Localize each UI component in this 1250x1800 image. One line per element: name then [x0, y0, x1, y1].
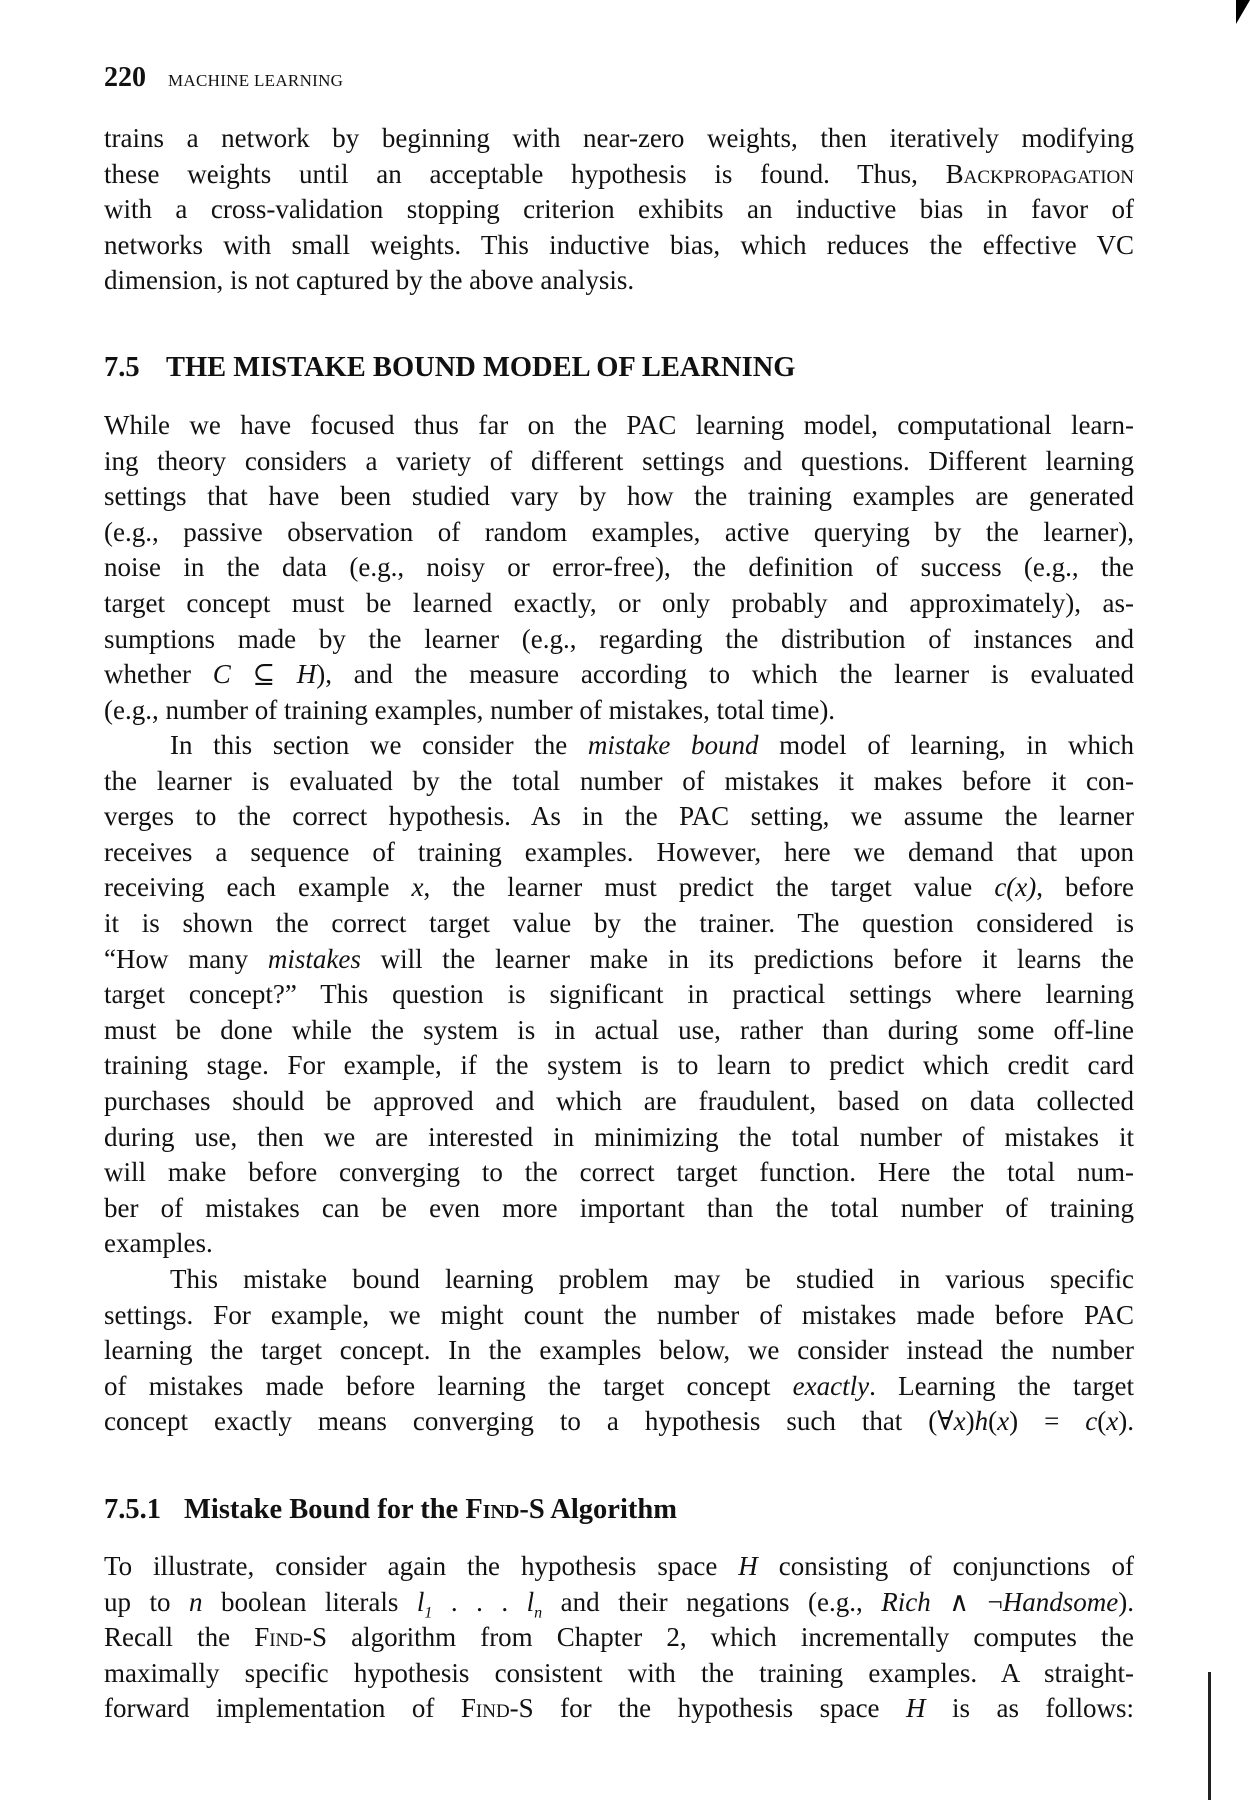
- italic-text: c(x): [994, 872, 1037, 903]
- italic-text: x: [953, 1406, 966, 1437]
- subscript: n: [534, 1603, 543, 1621]
- text-line: [104, 408, 1134, 444]
- text-run: dimension, is not captured by the above analysis.: [104, 265, 635, 296]
- text-run: To illustrate, consider again the hypothesis space: [104, 1551, 739, 1581]
- text-line: [104, 1262, 1134, 1298]
- text-run: learning the target concept. In the examples below, we consider instead the number: [104, 1335, 1134, 1366]
- text-line: [104, 1084, 1134, 1120]
- text-line: [104, 121, 1134, 157]
- subsection-title-algo: Find-S: [465, 1494, 545, 1525]
- text-run: receives a sequence of training examples. However, here we demand that upon: [104, 836, 1134, 867]
- text-line: [104, 1656, 1134, 1692]
- text-run: will make before converging to the correct target function. Here the total num-: [104, 1157, 1134, 1188]
- text-run: settings. For example, we might count the number of mistakes made before PAC: [104, 1299, 1134, 1330]
- text-line: [104, 192, 1134, 228]
- text-line: [104, 157, 1134, 193]
- text-run: trains a network by beginning with near-zero weights, then iteratively modifying: [104, 123, 1134, 153]
- text-run: (: [1097, 1406, 1107, 1437]
- italic-text: h: [974, 1406, 989, 1437]
- text-run: receiving each example: [104, 872, 412, 903]
- text-run: and their negations (e.g.,: [542, 1586, 882, 1617]
- paragraph: [104, 1549, 1134, 1727]
- page-number: 220: [104, 62, 146, 93]
- paragraph: [104, 728, 1134, 1262]
- text-line: [104, 228, 1134, 264]
- italic-text: n: [188, 1586, 203, 1617]
- text-run: , the learner must predict the target value: [423, 872, 995, 903]
- text-run: noise in the data (e.g., noisy or error-free), the definition of success (e.g., the: [104, 552, 1134, 583]
- text-line: [104, 263, 1134, 299]
- text-run: forward implementation of: [104, 1693, 461, 1724]
- text-run: whether: [104, 659, 213, 690]
- text-line: [104, 942, 1134, 978]
- italic-text: x: [997, 1406, 1010, 1437]
- text-line: [104, 1369, 1134, 1405]
- text-line: [104, 1404, 1134, 1440]
- section-number: 7.5: [104, 352, 140, 383]
- text-run: algorithm from Chapter 2, which incrementally computes the: [326, 1622, 1134, 1653]
- text-run: these weights until an acceptable hypothesis is found. Thus,: [104, 158, 946, 189]
- subsection-title-prefix: Mistake Bound for the: [184, 1494, 466, 1525]
- italic-text: Handsome: [1002, 1586, 1119, 1617]
- paragraph: [104, 121, 1134, 299]
- text-run: examples.: [104, 1228, 213, 1259]
- text-run: Recall the: [104, 1622, 255, 1653]
- text-run: purchases should be approved and which are fraudulent, based on data collected: [104, 1085, 1134, 1116]
- text-run: with a cross-validation stopping criterion exhibits an inductive bias in favor of: [104, 194, 1134, 225]
- text-run: ).: [1118, 1586, 1134, 1617]
- text-run: While we have focused thus far on the PAC learning model, computational learn-: [104, 410, 1134, 440]
- text-run: it is shown the correct target value by the trainer. The question considered is: [104, 907, 1134, 938]
- text-run: boolean literals: [202, 1586, 417, 1617]
- text-run: . . .: [432, 1586, 527, 1617]
- text-line: [104, 799, 1134, 835]
- text-line: [104, 515, 1134, 551]
- subscript: 1: [424, 1603, 433, 1621]
- text-line: [104, 1226, 1134, 1262]
- italic-text: x: [411, 872, 424, 903]
- italic-text: H: [296, 659, 317, 690]
- text-line: [104, 728, 1134, 764]
- text-run: model of learning, in which: [758, 730, 1134, 760]
- small-caps-text: Find-S: [460, 1693, 534, 1724]
- text-run: training stage. For example, if the system is to learn to predict which credit card: [104, 1050, 1134, 1081]
- italic-text: C: [212, 659, 231, 690]
- italic-text: c: [1085, 1406, 1098, 1437]
- text-line: [104, 444, 1134, 480]
- text-line: [104, 586, 1134, 622]
- text-run: the learner is evaluated by the total number of mistakes it makes before it con-: [104, 765, 1134, 796]
- scan-corner-mark: [1236, 0, 1250, 24]
- text-run: networks with small weights. This inductive bias, which reduces the effective VC: [104, 229, 1134, 260]
- text-run: during use, then we are interested in minimizing the total number of mistakes it: [104, 1121, 1134, 1152]
- text-run: target concept?” This question is significant in practical settings where learning: [104, 979, 1134, 1010]
- text-line: [104, 1048, 1134, 1084]
- scan-edge-line: [1208, 1672, 1211, 1800]
- text-run: ∧ ¬: [930, 1586, 1003, 1617]
- text-run: for the hypothesis space: [533, 1693, 907, 1724]
- text-line: [104, 1549, 1134, 1585]
- text-run: maximally specific hypothesis consistent with the training examples. A straight-: [104, 1657, 1134, 1688]
- running-title: MACHINE LEARNING: [168, 71, 344, 90]
- text-line: [104, 1691, 1134, 1727]
- text-run: ): [965, 1406, 975, 1437]
- small-caps-text: Find-S: [254, 1622, 327, 1653]
- text-line: [104, 1620, 1134, 1656]
- text-run: ).: [1118, 1406, 1135, 1437]
- subsection-title-suffix: Algorithm: [544, 1494, 677, 1525]
- subsection-heading: [104, 1494, 677, 1526]
- text-run: target concept must be learned exactly, or only probably and approximately), as-: [104, 587, 1134, 618]
- text-run: up to: [104, 1586, 189, 1617]
- text-line: [104, 1298, 1134, 1334]
- text-run: ) =: [1009, 1406, 1086, 1437]
- text-run: ⊆: [230, 659, 297, 690]
- text-run: , before: [1036, 872, 1135, 903]
- text-run: verges to the correct hypothesis. As in the PAC setting, we assume the learner: [104, 801, 1134, 832]
- text-run: ber of mistakes can be even more important than the total number of training: [104, 1192, 1134, 1223]
- text-line: [104, 870, 1134, 906]
- italic-text: H: [906, 1693, 926, 1724]
- text-run: (: [988, 1406, 998, 1437]
- paragraph: [104, 408, 1134, 728]
- section-heading: [104, 352, 795, 384]
- section-title: THE MISTAKE BOUND MODEL OF LEARNING: [166, 352, 796, 383]
- text-run: “How many: [104, 943, 268, 974]
- text-run: concept exactly means converging to a hypothesis such that (∀: [104, 1406, 954, 1437]
- text-line: [104, 657, 1134, 693]
- italic-text: l: [526, 1586, 535, 1617]
- italic-text: exactly: [792, 1370, 870, 1401]
- subsection-number: 7.5.1: [104, 1494, 161, 1525]
- text-line: [104, 1013, 1134, 1049]
- running-header: [104, 62, 343, 94]
- italic-text: mistake bound: [587, 730, 759, 760]
- text-line: [104, 1155, 1134, 1191]
- text-run: is as follows:: [925, 1693, 1134, 1724]
- text-line: [104, 764, 1134, 800]
- italic-text: Rich: [881, 1586, 931, 1617]
- text-line: [104, 479, 1134, 515]
- text-line: [104, 550, 1134, 586]
- text-run: ), and the measure according to which the learner is evaluated: [316, 659, 1134, 690]
- text-run: (e.g., passive observation of random examples, active querying by the learner),: [104, 516, 1134, 547]
- italic-text: H: [738, 1551, 758, 1581]
- paragraph: [104, 1262, 1134, 1440]
- text-line: [104, 977, 1134, 1013]
- italic-text: mistakes: [267, 943, 361, 974]
- text-run: will the learner make in its predictions before it learns the: [360, 943, 1134, 974]
- text-run: consisting of conjunctions of: [757, 1551, 1134, 1581]
- text-run: This mistake bound learning problem may be studied in various specific: [170, 1264, 1134, 1294]
- text-run: settings that have been studied vary by how the training examples are generated: [104, 481, 1134, 512]
- text-line: [104, 906, 1134, 942]
- text-run: sumptions made by the learner (e.g., regarding the distribution of instances and: [104, 623, 1134, 654]
- text-line: [104, 1191, 1134, 1227]
- small-caps-text: Backpropagation: [945, 158, 1134, 189]
- text-line: [104, 1585, 1134, 1621]
- text-run: must be done while the system is in actual use, rather than during some off-line: [104, 1014, 1134, 1045]
- text-run: of mistakes made before learning the target concept: [104, 1370, 793, 1401]
- text-run: (e.g., number of training examples, number of mistakes, total time).: [104, 694, 836, 725]
- text-line: [104, 835, 1134, 871]
- text-line: [104, 693, 1134, 729]
- text-run: In this section we consider the: [170, 730, 588, 760]
- text-line: [104, 622, 1134, 658]
- italic-text: x: [1106, 1406, 1119, 1437]
- italic-text: l: [416, 1586, 425, 1617]
- text-run: ing theory considers a variety of different settings and questions. Different learning: [104, 445, 1134, 476]
- text-run: . Learning the target: [869, 1370, 1134, 1401]
- text-line: [104, 1120, 1134, 1156]
- text-line: [104, 1333, 1134, 1369]
